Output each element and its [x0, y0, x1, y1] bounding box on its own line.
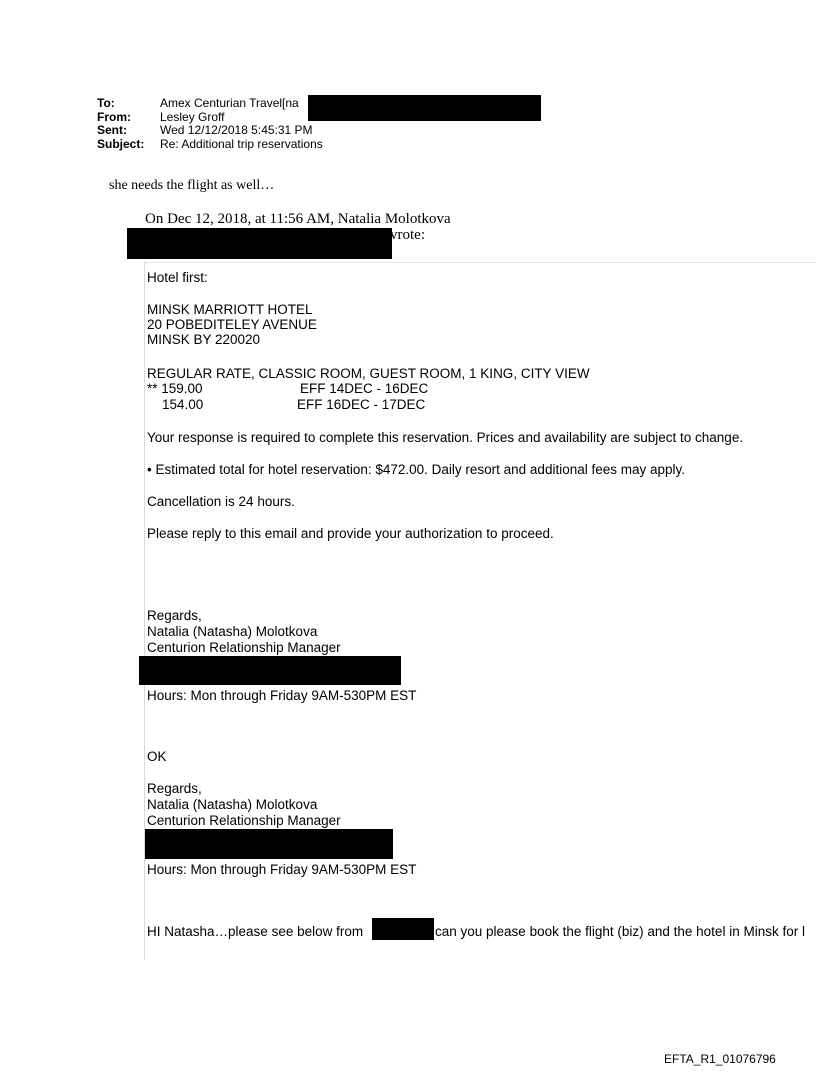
quote-attribution-wrote: vrote: — [390, 227, 425, 243]
signature-regards: Regards, — [147, 608, 202, 623]
hotel-first: Hotel first: — [147, 270, 208, 285]
redaction-contact-1 — [139, 656, 401, 685]
subject-value: Re: Additional trip reservations — [160, 136, 323, 151]
cancellation-text: Cancellation is 24 hours. — [147, 494, 295, 509]
reply-prompt-text: Please reply to this email and provide your authorization to proceed. — [147, 526, 554, 541]
document-id: EFTA_R1_01076796 — [664, 1052, 776, 1066]
hours-text-2: Hours: Mon through Friday 9AM-530PM EST — [147, 862, 417, 877]
from-value: Lesley Groff — [160, 109, 225, 124]
email-header — [97, 97, 323, 151]
redaction-contact-2 — [145, 829, 393, 859]
quote-divider — [144, 262, 816, 263]
rate-price-2: 154.00 — [162, 397, 204, 412]
signature-name-2: Natalia (Natasha) Molotkova — [147, 797, 318, 812]
hotel-name: MINSK MARRIOTT HOTEL — [147, 302, 313, 317]
sent-label: Sent: — [97, 123, 127, 137]
request-text-start: HI Natasha…please see below from — [147, 924, 364, 939]
signature-title-2: Centurion Relationship Manager — [147, 813, 341, 828]
rate-title: REGULAR RATE, CLASSIC ROOM, GUEST ROOM, 1 KING, CITY VIEW — [147, 366, 590, 381]
rate-eff-1: EFF 14DEC - 16DEC — [300, 381, 429, 396]
hotel-city: MINSK BY 220020 — [147, 332, 261, 347]
redaction-to-email — [308, 95, 541, 121]
redaction-name — [372, 918, 434, 940]
signature-name: Natalia (Natasha) Molotkova — [147, 624, 318, 639]
from-label: From: — [97, 109, 131, 124]
ok-text: OK — [147, 749, 167, 764]
reply-text: she needs the flight as well… — [109, 178, 275, 193]
quote-attribution: On Dec 12, 2018, at 11:56 AM, Natalia Molotkova — [145, 211, 451, 227]
hours-text: Hours: Mon through Friday 9AM-530PM EST — [147, 688, 417, 703]
signature-regards-2: Regards, — [147, 781, 202, 796]
estimated-total-text: • Estimated total for hotel reservation: $472.00. Daily resort and additional fees may apply. — [147, 462, 686, 477]
rate-eff-2: EFF 16DEC - 17DEC — [297, 397, 426, 412]
request-text-end: can you please book the flight (biz) and the hotel in Minsk for l — [435, 924, 805, 939]
redaction-sender-email — [127, 228, 392, 259]
to-label: To: — [97, 96, 115, 110]
hotel-street: 20 POBEDITELEY AVENUE — [147, 317, 317, 332]
signature-title: Centurion Relationship Manager — [147, 640, 341, 655]
rate-price-1: ** 159.00 — [147, 381, 203, 396]
to-value: Amex Centurian Travel[na — [160, 96, 299, 110]
response-required-text: Your response is required to complete this reservation. Prices and availability are subject to change. — [147, 430, 744, 445]
subject-label: Subject: — [97, 136, 145, 151]
sent-value: Wed 12/12/2018 5:45:31 PM — [160, 123, 313, 137]
